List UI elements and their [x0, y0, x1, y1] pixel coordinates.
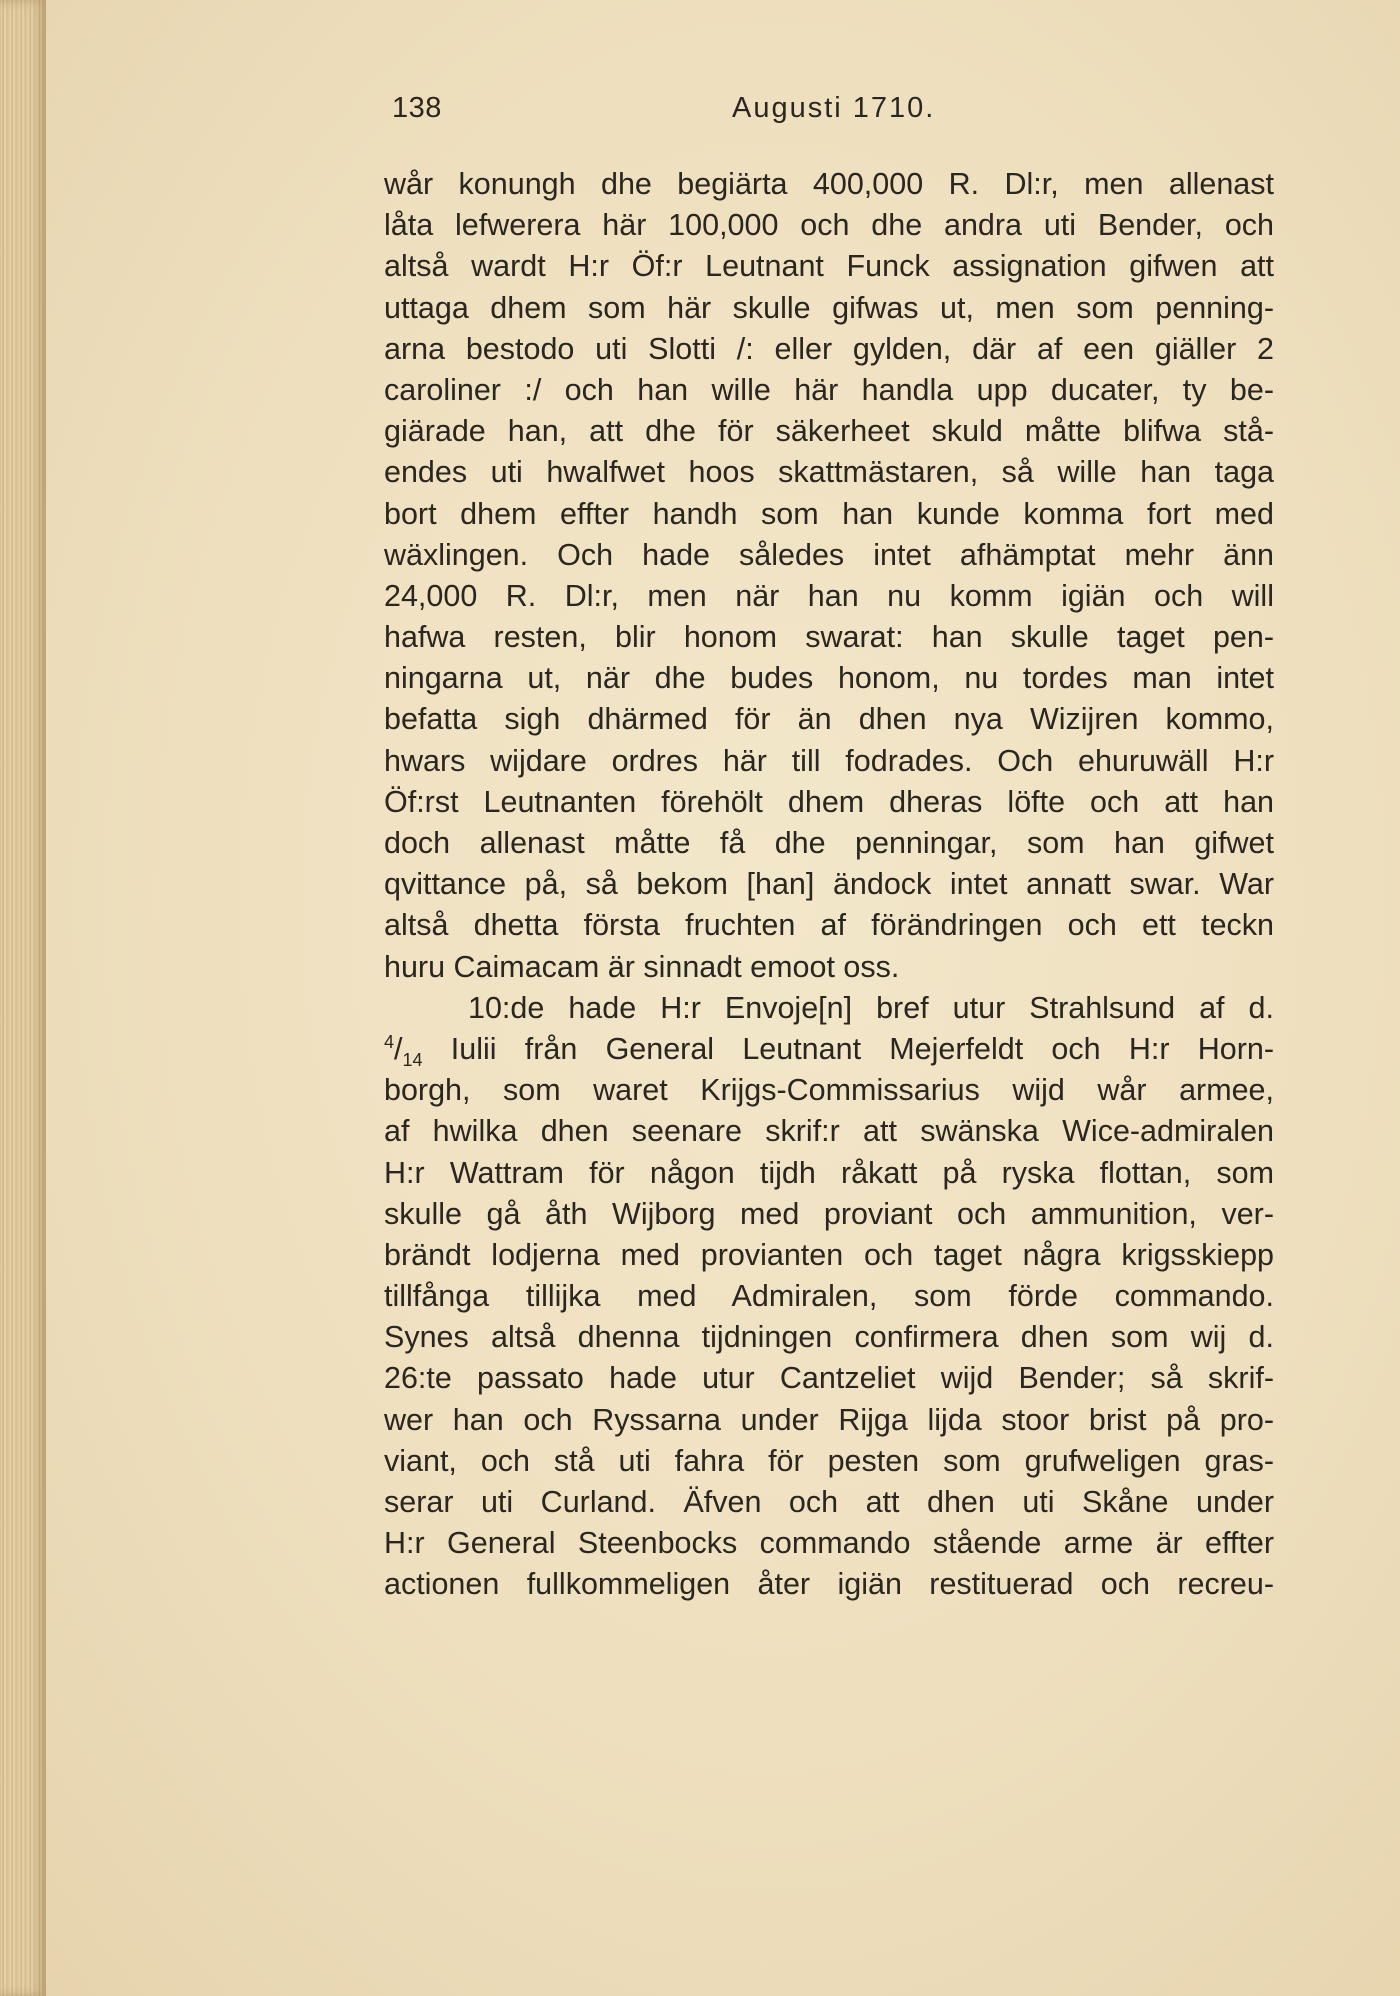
text-line: befatta sigh dhärmed för än dhen nya Wizijren kommo,	[384, 702, 1274, 737]
text-line: ningarna ut, när dhe budes honom, nu tordes man intet	[384, 661, 1274, 696]
book-spine	[0, 0, 46, 1996]
page-header	[392, 92, 970, 132]
text-line: 26:te passato hade utur Cantzeliet wijd Bender; så skrif-	[384, 1361, 1274, 1396]
text-line: bort dhem effter handh som han kunde komma fort med	[384, 496, 1274, 531]
text-line: huru Caimacam är sinnadt emoot oss.	[384, 949, 900, 984]
text-line-rest: Iulii från General Leutnant Mejerfeldt och H:r Horn-	[450, 1031, 1274, 1066]
running-head: Augusti 1710.	[732, 92, 936, 124]
text-line: af hwilka dhen seenare skrif:r att swänska Wice-admiralen	[384, 1114, 1274, 1149]
text-line: wäxlingen. Och hade således intet afhämptat mehr änn	[384, 537, 1274, 572]
text-line: endes uti hwalfwet hoos skattmästaren, så wille han taga	[384, 455, 1274, 490]
text-line: Synes altså dhenna tijdningen confirmera dhen som wij d.	[384, 1320, 1274, 1355]
body-text	[384, 164, 1274, 1606]
text-line: H:r Wattram för någon tijdh råkatt på ryska flottan, som	[384, 1155, 1274, 1190]
text-line: wer han och Ryssarna under Rijga lijda stoor brist på pro-	[384, 1402, 1274, 1437]
text-line: doch allenast måtte få dhe penningar, som han gifwet	[384, 826, 1274, 860]
text-line: skulle gå åth Wijborg med proviant och ammunition, ver-	[384, 1196, 1274, 1231]
text-line-with-date: $^4/_{14}$ Iulii från General Leutnant Mejerfeldt och H:r Horn-	[384, 1031, 1274, 1071]
text-line: Öf:rst Leutnanten förehölt dhem dheras löfte och att han	[384, 784, 1274, 819]
text-line: wår konungh dhe begiärta 400,000 R. Dl:r, men allenast	[384, 167, 1274, 201]
text-line: altså dhetta första fruchten af förändringen och ett teckn	[384, 908, 1274, 943]
text-line: brändt lodjerna med provianten och taget några krigsskiepp	[384, 1237, 1274, 1272]
text-line: viant, och stå uti fahra för pesten som grufweligen gras-	[384, 1443, 1274, 1478]
text-line: hwars wijdare ordres här till fodrades. Och ehuruwäll H:r	[384, 743, 1274, 778]
date-fraction-numerator: 4	[384, 1031, 395, 1052]
text-line: H:r General Steenbocks commando stående arme är effter	[384, 1526, 1274, 1561]
text-line: låta lefwerera här 100,000 och dhe andra uti Bender, och	[384, 208, 1274, 243]
text-line: tillfånga tillijka med Admiralen, som förde commando.	[384, 1279, 1274, 1314]
text-line: giärade han, att dhe för säkerheet skuld måtte blifwa stå-	[384, 414, 1274, 449]
text-line: altså wardt H:r Öf:r Leutnant Funck assignation gifwen att	[384, 249, 1274, 284]
text-line: actionen fullkommeligen åter igiän restituerad och recreu-	[384, 1567, 1274, 1602]
text-line: borgh, som waret Krijgs-Commissarius wijd wår armee,	[384, 1073, 1274, 1108]
date-fraction-denominator: 14	[402, 1050, 423, 1071]
text-line: uttaga dhem som här skulle gifwas ut, men som penning-	[384, 290, 1274, 325]
text-line: 10:de hade H:r Envoje[n] bref utur Strahlsund af d.	[468, 990, 1274, 1025]
page-number: 138	[392, 92, 442, 124]
text-line: qvittance på, så bekom [han] ändock intet annatt swar. War	[384, 867, 1274, 902]
text-line: arna bestodo uti Slotti /: eller gylden, där af een giäller 2	[384, 331, 1274, 366]
text-line: hafwa resten, blir honom swarat: han skulle taget pen-	[384, 620, 1274, 655]
text-line: serar uti Curland. Äfven och att dhen uti Skåne under	[384, 1485, 1274, 1519]
text-line: 24,000 R. Dl:r, men när han nu komm igiän och will	[384, 578, 1274, 613]
text-line: caroliner :/ och han wille här handla upp ducater, ty be-	[384, 372, 1274, 407]
